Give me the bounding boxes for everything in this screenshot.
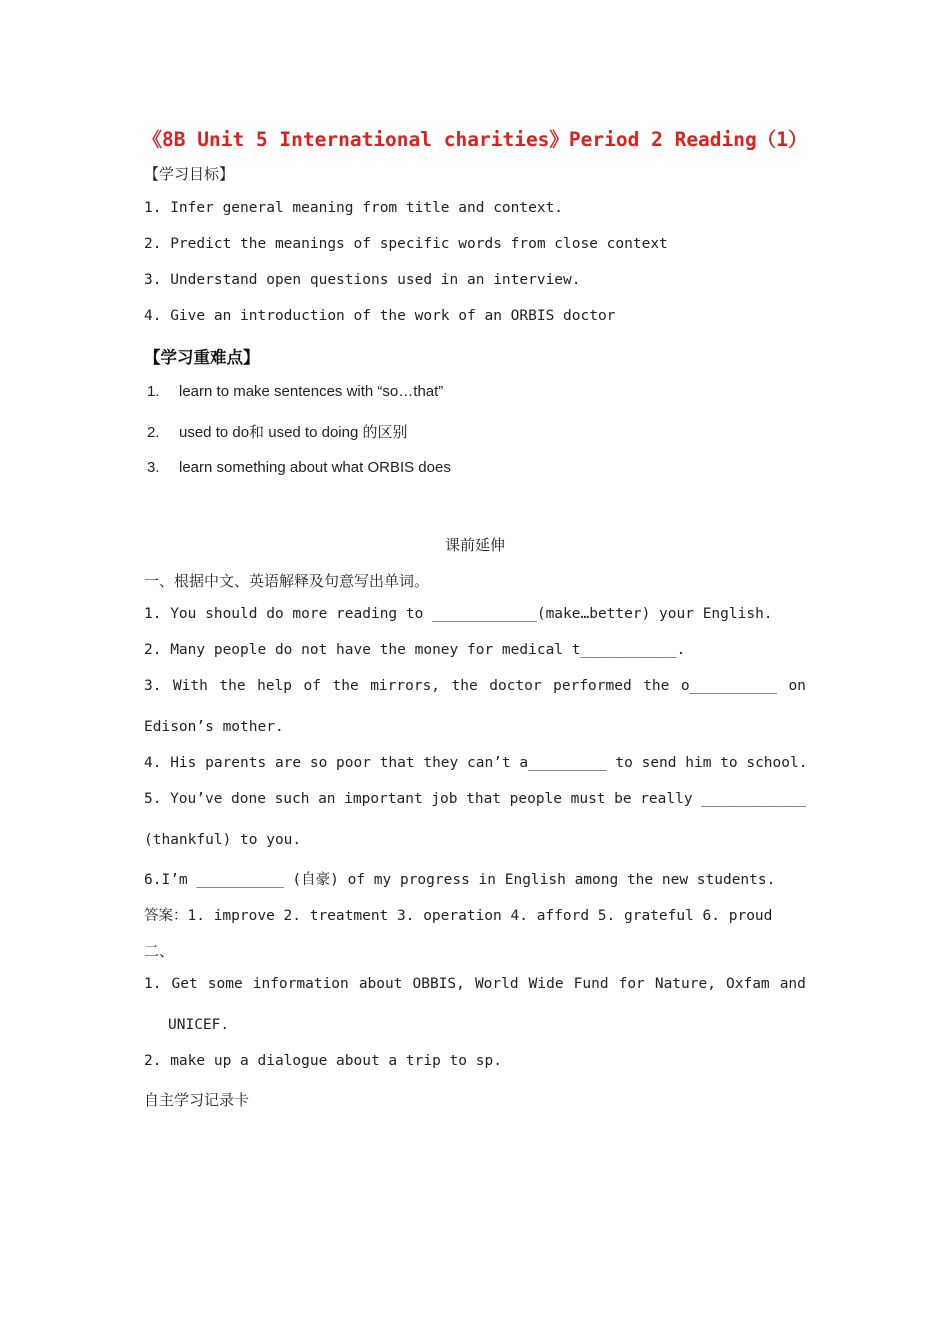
exercise-question: 6.I’m __________ (自豪) of my progress in English among the new students.	[144, 872, 776, 888]
word: people	[509, 791, 563, 807]
word: ____________	[701, 791, 806, 807]
word: doctor	[489, 678, 542, 694]
word: help	[257, 678, 293, 694]
word: must	[570, 791, 606, 807]
word: really	[640, 791, 693, 807]
word: With	[172, 678, 208, 694]
key-points-heading: 【学习重难点】	[144, 348, 260, 367]
word: the	[451, 678, 478, 694]
word: important	[344, 791, 423, 807]
word: o__________	[680, 678, 777, 694]
word: of	[303, 678, 321, 694]
key-point-number: 2.	[147, 424, 160, 441]
word: on	[788, 678, 806, 694]
key-point-item	[147, 421, 407, 442]
word: mirrors,	[370, 678, 441, 694]
task-item	[144, 976, 806, 992]
key-point-item	[147, 383, 443, 400]
word: some	[207, 976, 243, 992]
exercise-question	[144, 791, 806, 807]
page-title: 《8B Unit 5 International charities》Period 2 Reading（1）	[142, 128, 808, 151]
objective-item: 1. Infer general meaning from title and context.	[144, 200, 564, 216]
word: the	[332, 678, 359, 694]
exercise-question	[144, 678, 806, 694]
key-point-text: used to do和 used to doing 的区别	[179, 424, 408, 441]
word: the	[643, 678, 670, 694]
word: for	[618, 976, 645, 992]
part2-heading: 二、	[144, 943, 175, 960]
word: done	[231, 791, 266, 807]
exercise-question-continued: (thankful) to you.	[144, 832, 302, 848]
word: Oxfam	[726, 976, 770, 992]
exercise-question: 1. You should do more reading to ____________(make…better) your English.	[144, 606, 773, 622]
answer-key: 答案：1. improve 2. treatment 3. operation 4. afford 5. grateful 6. proud	[144, 908, 773, 924]
extension-heading: 课前延伸	[444, 537, 505, 554]
task-item: 2. make up a dialogue about a trip to sp.	[144, 1053, 502, 1069]
exercise-question: 2. Many people do not have the money for medical t___________.	[144, 642, 686, 658]
exercise-question-continued: Edison’s mother.	[144, 719, 284, 735]
word: 1.	[144, 976, 162, 992]
word: OBBIS,	[412, 976, 465, 992]
record-card-heading: 自主学习记录卡	[144, 1092, 250, 1109]
word: job	[431, 791, 458, 807]
word: Wide	[528, 976, 564, 992]
word: World	[474, 976, 519, 992]
objective-item: 4. Give an introduction of the work of an ORBIS doctor	[144, 308, 616, 324]
word: performed	[553, 678, 632, 694]
key-point-text: learn to make sentences with “so…that”	[179, 383, 444, 400]
word: an	[318, 791, 336, 807]
key-point-item	[147, 459, 451, 476]
word: such	[274, 791, 310, 807]
objective-item: 3. Understand open questions used in an interview.	[144, 272, 581, 288]
word: be	[614, 791, 632, 807]
word: Nature,	[654, 976, 716, 992]
word: You’ve	[170, 791, 223, 807]
word: about	[358, 976, 403, 992]
key-point-number: 1.	[147, 383, 160, 400]
word: the	[219, 678, 246, 694]
key-point-text: learn something about what ORBIS does	[179, 459, 451, 476]
objective-item: 2. Predict the meanings of specific words from close context	[144, 236, 668, 252]
key-point-number: 3.	[147, 459, 160, 476]
exercise-question: 4. His parents are so poor that they can’t a_________ to send him to school.	[144, 755, 808, 771]
word: that	[466, 791, 502, 807]
word: 5.	[144, 791, 162, 807]
part1-heading: 一、根据中文、英语解释及句意写出单词。	[144, 573, 430, 590]
objectives-heading: 【学习目标】	[144, 166, 235, 183]
word: Fund	[573, 976, 609, 992]
word: Get	[171, 976, 198, 992]
word: 3.	[144, 678, 162, 694]
task-item-continued: UNICEF.	[168, 1017, 230, 1033]
word: information	[252, 976, 349, 992]
word: and	[779, 976, 806, 992]
